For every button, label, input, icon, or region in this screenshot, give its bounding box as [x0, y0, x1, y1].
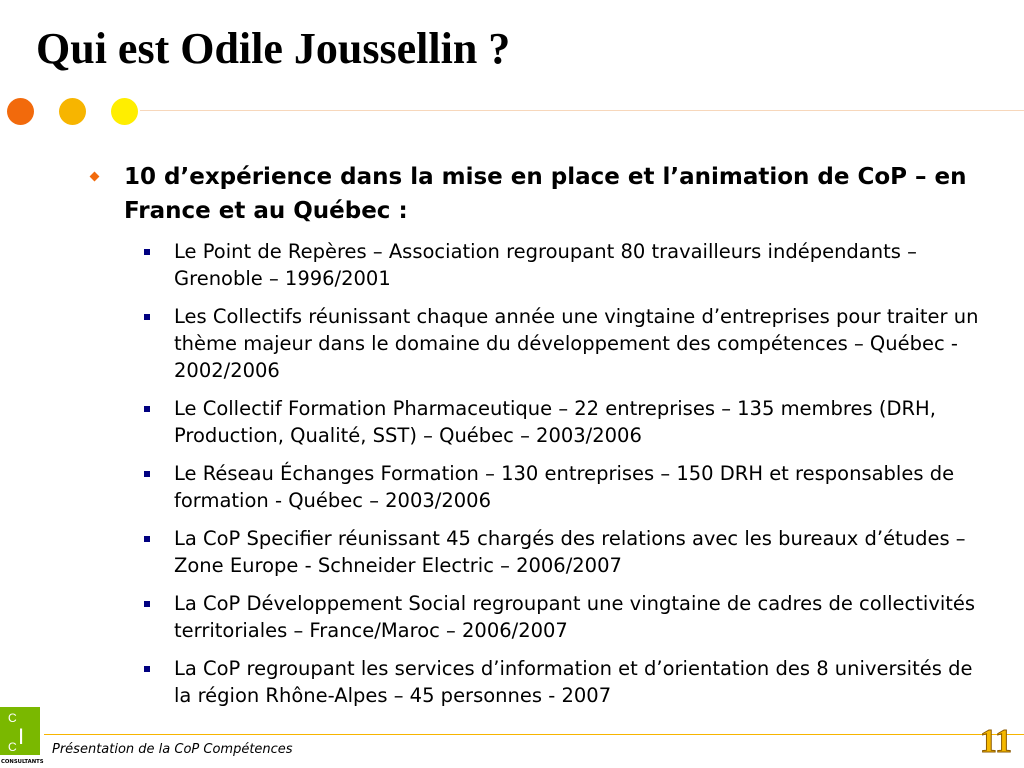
logo-letter-bottom: C [8, 740, 17, 754]
decorative-dot-amber [59, 98, 86, 125]
main-point-text: 10 d’expérience dans la mise en place et l’animation de CoP – en France et au Québec : [124, 164, 967, 224]
sub-point-text: Les Collectifs réunissant chaque année une vingtaine d’entreprises pour traiter un thème majeur dans le domaine du développement des compétences – Québec - 2002/2006 [174, 305, 979, 382]
decorative-dot-yellow [111, 98, 138, 125]
square-bullet-icon [144, 601, 150, 607]
decorative-dot-orange [7, 98, 34, 125]
logo-letter-middle: I [18, 724, 25, 749]
sub-point-text: Le Point de Repères – Association regroupant 80 travailleurs indépendants – Grenoble – 1996/2001 [174, 240, 917, 290]
page-number: 11 [979, 723, 1012, 760]
slide-content [88, 160, 988, 720]
square-bullet-icon [144, 314, 150, 320]
sub-point [88, 395, 988, 449]
diamond-bullet-icon [90, 172, 100, 182]
footer-text: Présentation de la CoP Compétences [52, 742, 293, 757]
sub-point-text: La CoP regroupant les services d’information et d’orientation des 8 universités de la région Rhône-Alpes – 45 personnes - 2007 [174, 657, 973, 707]
sub-point-text: Le Réseau Échanges Formation – 130 entreprises – 150 DRH et responsables de formation - Québec – 2003/2006 [174, 462, 955, 512]
main-point [88, 160, 988, 228]
sub-point [88, 303, 988, 384]
sub-point [88, 525, 988, 579]
logo-letter-top: C [8, 711, 17, 725]
square-bullet-icon [144, 666, 150, 672]
slide-title: Qui est Odile Joussellin ? [36, 24, 511, 73]
square-bullet-icon [144, 471, 150, 477]
sub-point [88, 238, 988, 292]
sub-point [88, 460, 988, 514]
square-bullet-icon [144, 406, 150, 412]
square-bullet-icon [144, 536, 150, 542]
cic-consultants-logo-icon [0, 707, 44, 765]
square-bullet-icon [144, 249, 150, 255]
title-divider [140, 110, 1024, 111]
sub-point [88, 590, 988, 644]
sub-point-list [88, 238, 988, 709]
sub-point-text: La CoP Specifier réunissant 45 chargés des relations avec les bureaux d’études – Zone Europe - Schneider Electric – 2006/2007 [174, 527, 966, 577]
sub-point-text: La CoP Développement Social regroupant une vingtaine de cadres de collectivités territoriales – France/Maroc – 2006/2007 [174, 592, 976, 642]
footer-divider [44, 734, 1024, 735]
sub-point [88, 655, 988, 709]
logo-caption: CONSULTANTS [1, 759, 44, 765]
sub-point-text: Le Collectif Formation Pharmaceutique – 22 entreprises – 135 membres (DRH, Production, Qualité, SST) – Québec – 2003/2006 [174, 397, 936, 447]
